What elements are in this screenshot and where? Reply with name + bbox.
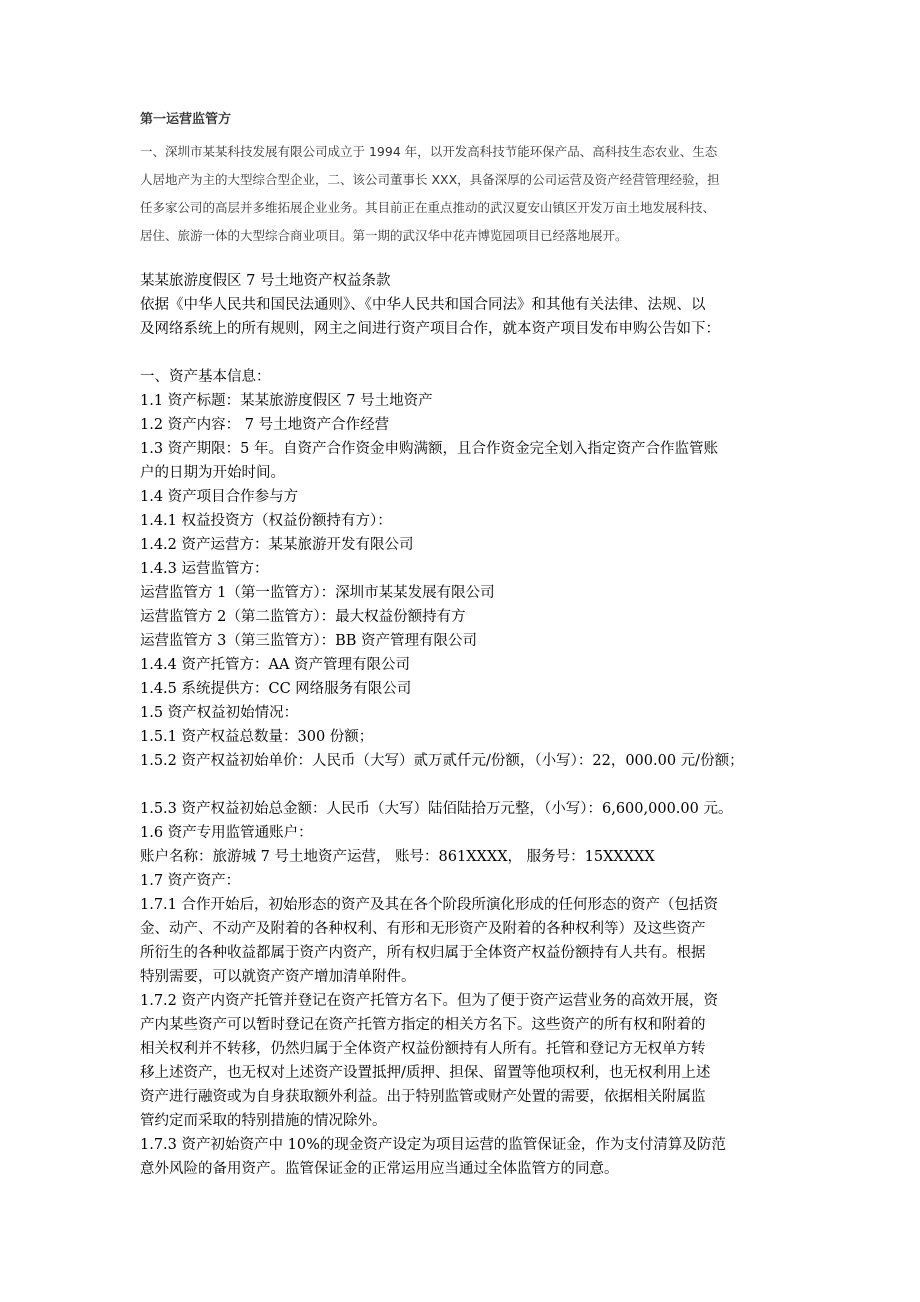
terms-line: 1.7.2 资产内资产托管并登记在资产托管方名下。但为了便于资产运营业务的高效开展，资 [140,993,718,1009]
terms-line: 管约定而采取的特别措施的情况除外。 [140,1113,387,1129]
terms-line: 1.4.2 资产运营方：某某旅游开发有限公司 [140,537,414,553]
terms-line: 1.5 资产权益初始情况： [140,705,299,721]
terms-section [140,269,790,1181]
terms-line: 1.1 资产标题：某某旅游度假区 7 号土地资产 [140,393,433,409]
intro-paragraph [140,138,790,250]
terms-line: 金、动产、不动产及附着的各种权利、有形和无形资产及附着的各种权利等）及这些资产 [140,921,706,937]
terms-line: 1.4 资产项目合作参与方 [140,489,299,505]
terms-line: 1.7 资产资产： [140,873,241,889]
intro-title: 第一运营监管方 [140,112,232,127]
terms-line: 所衍生的各种收益都属于资产内资产，所有权归属于全体资产权益份额持有人共有。根据 [140,945,706,961]
terms-line: 户的日期为开始时间。 [140,465,285,481]
terms-line: 1.5.2 资产权益初始单价：人民币（大写）贰万贰仟元/份额，（小写）：22，000.00 元/份额； [140,753,744,769]
terms-line: 1.4.1 权益投资方（权益份额持有方）： [140,513,392,529]
terms-line: 1.7.3 资产初始资产中 10%的现金资产设定为项目运营的监管保证金，作为支付清算及防范 [140,1137,726,1153]
intro-line: 一、深圳市某某科技发展有限公司成立于 1994 年，以开发高科技节能环保产品、高科技生态农业、生态 [140,144,718,159]
terms-line: 运营监管方 2（第二监管方）：最大权益份额持有方 [140,609,466,625]
intro-line: 任多家公司的高层并多维拓展企业业务。其目前正在重点推动的武汉夏安山镇区开发万亩土地发展科技、 [140,200,716,215]
terms-line: 1.7.1 合作开始后，初始形态的资产及其在各个阶段所演化形成的任何形态的资产（包括资 [140,897,718,913]
terms-line: 1.2 资产内容： 7 号土地资产合作经营 [140,417,390,433]
intro-line: 人居地产为主的大型综合型企业，二、该公司董事长 XXX，具备深厚的公司运营及资产经营管理经验，担 [140,172,720,187]
terms-line: 1.6 资产专用监管通账户： [140,825,313,841]
terms-line: 1.4.4 资产托管方：AA 资产管理有限公司 [140,657,411,673]
terms-line: 意外风险的备用资产。监管保证金的正常运用应当通过全体监管方的同意。 [140,1161,619,1177]
terms-title: 某某旅游度假区 7 号土地资产权益条款 [140,273,391,289]
intro-section [140,110,790,250]
terms-line: 依据《中华人民共和国民法通则》、《中华人民共和国合同法》和其他有关法律、法规、以 [140,297,706,313]
terms-line: 1.5.1 资产权益总数量：300 份额； [140,729,374,745]
terms-line: 运营监管方 1（第一监管方）：深圳市某某发展有限公司 [140,585,495,601]
blank-line [140,773,790,797]
terms-line: 运营监管方 3（第三监管方）：BB 资产管理有限公司 [140,633,478,649]
terms-line: 相关权利并不转移，仍然归属于全体资产权益份额持有人所有。托管和登记方无权单方转 [140,1041,706,1057]
terms-line: 1.4.3 运营监管方： [140,561,269,577]
terms-line: 1.3 资产期限：5 年。自资产合作资金申购满额，且合作资金完全划入指定资产合作监管账 [140,441,718,457]
terms-line: 特别需要，可以就资产资产增加清单附件。 [140,969,416,985]
blank-line [140,341,790,365]
terms-line: 账户名称：旅游城 7 号土地资产运营， 账号：861XXXX， 服务号：15XXXXX [140,849,655,865]
terms-line: 资产进行融资或为自身获取额外利益。出于特别监管或财产处置的需要，依据相关附属监 [140,1089,706,1105]
intro-line: 居住、旅游一体的大型综合商业项目。第一期的武汉华中花卉博览园项目已经落地展开。 [140,228,628,243]
terms-line: 移上述资产，也无权对上述资产设置抵押/质押、担保、留置等他项权利，也无权利用上述 [140,1065,711,1081]
terms-line: 1.5.3 资产权益初始总金额：人民币（大写）陆佰陆拾万元整，（小写）：6,600,000.00 元。 [140,801,733,817]
terms-line: 及网络系统上的所有规则，网主之间进行资产项目合作，就本资产项目发布申购公告如下： [140,321,720,337]
terms-line: 产内某些资产可以暂时登记在资产托管方指定的相关方名下。这些资产的所有权和附着的 [140,1017,706,1033]
terms-line: 1.4.5 系统提供方：CC 网络服务有限公司 [140,681,412,697]
section-heading: 一、资产基本信息： [140,369,271,385]
